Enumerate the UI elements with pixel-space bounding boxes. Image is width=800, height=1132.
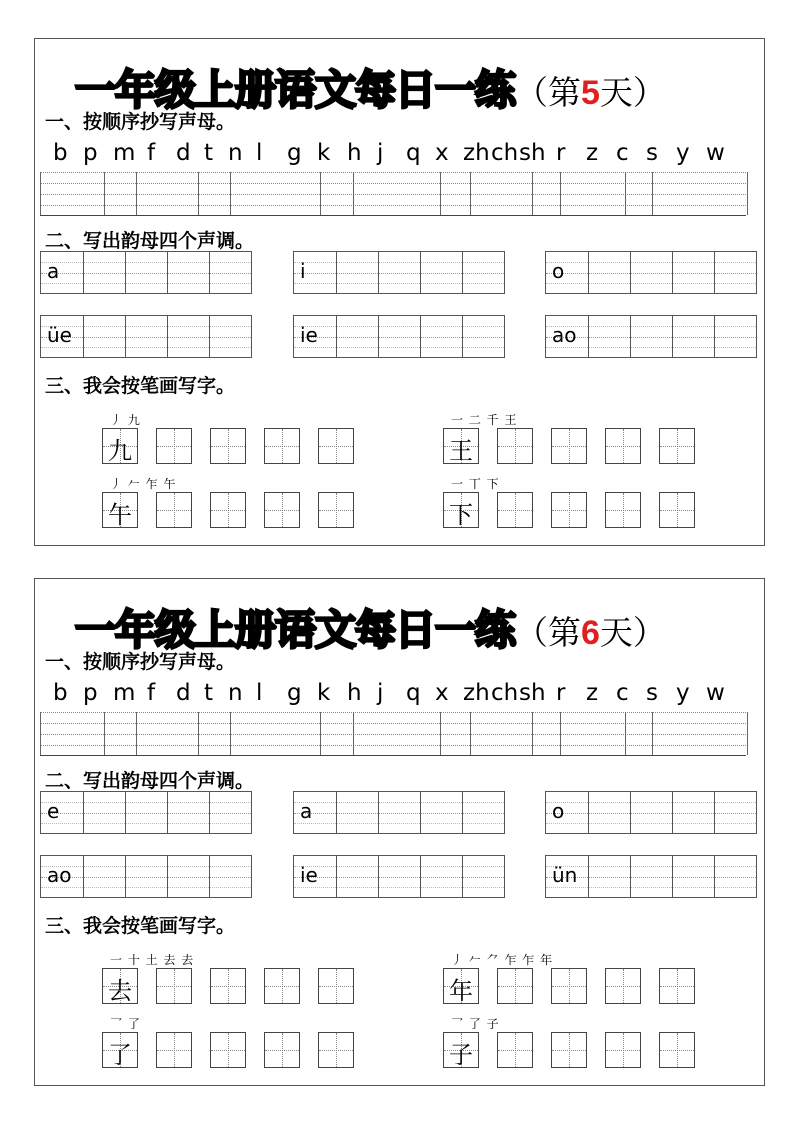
day-number: 6: [581, 614, 600, 652]
character-practice-box[interactable]: [659, 428, 695, 464]
initial-letter: h: [347, 140, 362, 166]
character-practice-box[interactable]: [264, 968, 300, 1004]
initials-row: [53, 680, 758, 708]
grid-divider: [625, 172, 626, 215]
character-practice-box[interactable]: [264, 1032, 300, 1068]
character-practice-box[interactable]: [659, 492, 695, 528]
initial-letter: sh: [519, 140, 546, 166]
grid-divider: [440, 172, 441, 215]
initial-letter: z: [586, 680, 599, 706]
model-character: 年: [449, 977, 473, 1005]
vowel-tone-box[interactable]: [293, 855, 505, 898]
character-model-box: [443, 1032, 479, 1068]
character-practice-box[interactable]: [605, 1032, 641, 1068]
character-practice-box[interactable]: [264, 492, 300, 528]
section-2-heading: 二、写出韵母四个声调。: [45, 770, 255, 792]
grid-divider: [652, 712, 653, 755]
character-practice-box[interactable]: [497, 428, 533, 464]
day-number: 5: [581, 74, 600, 112]
character-practice-box[interactable]: [318, 968, 354, 1004]
initial-letter: sh: [519, 680, 546, 706]
grid-divider: [320, 712, 321, 755]
vowel-tone-box[interactable]: [40, 855, 252, 898]
initial-letter: d: [176, 140, 191, 166]
character-model-box: [102, 1032, 138, 1068]
character-model-box: [102, 428, 138, 464]
character-practice-box[interactable]: [156, 968, 192, 1004]
vowel-tone-box[interactable]: [545, 791, 757, 834]
model-character: 子: [449, 1041, 473, 1069]
character-practice-box[interactable]: [318, 428, 354, 464]
character-practice-box[interactable]: [210, 428, 246, 464]
character-model-box: [443, 968, 479, 1004]
grid-divider: [136, 712, 137, 755]
vowel-tone-box[interactable]: [293, 251, 505, 294]
section-1-heading: 一、按顺序抄写声母。: [45, 651, 236, 673]
character-practice-box[interactable]: [551, 428, 587, 464]
initial-letter: l: [256, 140, 263, 166]
character-model-box: [102, 492, 138, 528]
character-practice-box[interactable]: [264, 428, 300, 464]
grid-divider: [136, 172, 137, 215]
grid-divider: [104, 712, 105, 755]
initials-row: [53, 140, 758, 168]
vowel-label: i: [300, 259, 306, 283]
initial-letter: t: [204, 680, 214, 706]
grid-divider: [353, 712, 354, 755]
stroke-order: 丿 九: [110, 413, 141, 427]
initial-letter: m: [113, 140, 136, 166]
initial-letter: f: [147, 140, 156, 166]
character-practice-box[interactable]: [551, 968, 587, 1004]
guide-line: [40, 194, 746, 195]
grid-divider: [40, 172, 41, 215]
initial-letter: g: [287, 140, 302, 166]
grid-divider: [104, 172, 105, 215]
character-practice-box[interactable]: [605, 968, 641, 1004]
grid-divider: [353, 172, 354, 215]
grid-divider: [747, 172, 748, 215]
initial-letter: s: [646, 140, 658, 166]
initial-letter: ch: [491, 680, 519, 706]
guide-line: [40, 723, 746, 724]
model-character: 了: [108, 1041, 132, 1069]
character-practice-box[interactable]: [156, 492, 192, 528]
character-practice-box[interactable]: [156, 1032, 192, 1068]
model-character: 下: [449, 501, 473, 529]
initial-letter: y: [676, 140, 690, 166]
guide-line: [40, 183, 746, 184]
vowel-label: a: [300, 799, 313, 823]
vowel-label: a: [47, 259, 60, 283]
grid-divider: [652, 172, 653, 215]
grid-divider: [230, 712, 231, 755]
initial-letter: l: [256, 680, 263, 706]
initial-letter: b: [53, 140, 68, 166]
vowel-tone-box[interactable]: [293, 315, 505, 358]
initial-letter: c: [616, 680, 629, 706]
stroke-order: 乛 了: [110, 1017, 141, 1031]
initial-letter: f: [147, 680, 156, 706]
section-2-heading: 二、写出韵母四个声调。: [45, 230, 255, 252]
grid-divider: [625, 712, 626, 755]
vowel-label: ie: [300, 323, 318, 347]
guide-line: [40, 734, 746, 735]
vowel-label: ao: [47, 863, 72, 887]
initial-letter: j: [377, 680, 384, 706]
initial-letter: ch: [491, 140, 519, 166]
vowel-label: ao: [552, 323, 577, 347]
stroke-order: 一 二 千 王: [451, 413, 518, 427]
grid-divider: [560, 172, 561, 215]
initial-letter: x: [435, 680, 449, 706]
character-practice-box[interactable]: [659, 968, 695, 1004]
character-practice-box[interactable]: [318, 1032, 354, 1068]
stroke-order: 丿 𠂉 ⺈ 乍 乍 年: [451, 953, 554, 967]
grid-divider: [230, 172, 231, 215]
grid-divider: [198, 712, 199, 755]
character-model-box: [443, 492, 479, 528]
model-character: 王: [449, 437, 473, 465]
initial-letter: x: [435, 140, 449, 166]
initial-letter: p: [83, 140, 98, 166]
grid-divider: [470, 712, 471, 755]
initial-letter: m: [113, 680, 136, 706]
worksheet-title: [75, 57, 666, 114]
initial-letter: r: [556, 140, 566, 166]
initial-letter: zh: [463, 140, 490, 166]
initial-letter: s: [646, 680, 658, 706]
initial-letter: t: [204, 140, 214, 166]
grid-divider: [747, 712, 748, 755]
grid-divider: [198, 172, 199, 215]
guide-line: [40, 205, 746, 206]
model-character: 去: [108, 977, 132, 1005]
guide-line: [40, 172, 746, 173]
vowel-label: e: [47, 799, 60, 823]
vowel-label: ie: [300, 863, 318, 887]
initial-letter: r: [556, 680, 566, 706]
character-model-box: [443, 428, 479, 464]
grid-divider: [560, 712, 561, 755]
day-label: （第6天）: [515, 613, 666, 652]
vowel-tone-box[interactable]: [40, 791, 252, 834]
character-practice-box[interactable]: [210, 1032, 246, 1068]
vowel-tone-box[interactable]: [293, 791, 505, 834]
character-practice-box[interactable]: [210, 968, 246, 1004]
character-practice-box[interactable]: [659, 1032, 695, 1068]
stroke-order: 一 丅 下: [451, 477, 500, 491]
guide-line: [40, 745, 746, 746]
section-3-heading: 三、我会按笔画写字。: [45, 375, 236, 397]
initial-letter: y: [676, 680, 690, 706]
initials-writing-grid: [40, 712, 746, 756]
character-practice-box[interactable]: [497, 492, 533, 528]
vowel-tone-box[interactable]: [545, 315, 757, 358]
initial-letter: zh: [463, 680, 490, 706]
title-main: 一年级上册语文每日一练: [75, 606, 515, 654]
grid-divider: [320, 172, 321, 215]
stroke-order: 一 十 土 去 去: [110, 953, 195, 967]
initial-letter: c: [616, 140, 629, 166]
grid-divider: [532, 712, 533, 755]
grid-divider: [40, 712, 41, 755]
initial-letter: w: [706, 680, 725, 706]
initial-letter: n: [228, 680, 243, 706]
model-character: 九: [108, 437, 132, 465]
guide-line: [40, 712, 746, 713]
vowel-tone-box[interactable]: [40, 251, 252, 294]
character-practice-box[interactable]: [318, 492, 354, 528]
initial-letter: b: [53, 680, 68, 706]
character-model-box: [102, 968, 138, 1004]
character-practice-box[interactable]: [605, 492, 641, 528]
worksheet-day-5: [34, 38, 765, 546]
day-label: （第5天）: [515, 73, 666, 112]
section-3-heading: 三、我会按笔画写字。: [45, 915, 236, 937]
initial-letter: g: [287, 680, 302, 706]
stroke-order: 丿 𠂉 乍 午: [110, 477, 177, 491]
initial-letter: p: [83, 680, 98, 706]
title-main: 一年级上册语文每日一练: [75, 66, 515, 114]
initial-letter: k: [317, 680, 331, 706]
model-character: 午: [108, 501, 132, 529]
vowel-tone-box[interactable]: [545, 855, 757, 898]
initial-letter: k: [317, 140, 331, 166]
initial-letter: q: [406, 140, 421, 166]
character-practice-box[interactable]: [156, 428, 192, 464]
worksheet-day-6: [34, 578, 765, 1086]
initial-letter: d: [176, 680, 191, 706]
vowel-label: o: [552, 799, 565, 823]
vowel-tone-box[interactable]: [40, 315, 252, 358]
grid-divider: [532, 172, 533, 215]
character-practice-box[interactable]: [497, 968, 533, 1004]
section-1-heading: 一、按顺序抄写声母。: [45, 111, 236, 133]
character-practice-box[interactable]: [551, 1032, 587, 1068]
initial-letter: z: [586, 140, 599, 166]
initial-letter: w: [706, 140, 725, 166]
character-practice-box[interactable]: [210, 492, 246, 528]
grid-divider: [470, 172, 471, 215]
character-practice-box[interactable]: [605, 428, 641, 464]
stroke-order: 乛 了 子: [451, 1017, 500, 1031]
vowel-label: üe: [47, 323, 72, 347]
grid-divider: [440, 712, 441, 755]
character-practice-box[interactable]: [551, 492, 587, 528]
vowel-label: ün: [552, 863, 578, 887]
initials-writing-grid: [40, 172, 746, 216]
vowel-tone-box[interactable]: [545, 251, 757, 294]
initial-letter: q: [406, 680, 421, 706]
character-practice-box[interactable]: [497, 1032, 533, 1068]
initial-letter: j: [377, 140, 384, 166]
vowel-label: o: [552, 259, 565, 283]
initial-letter: n: [228, 140, 243, 166]
initial-letter: h: [347, 680, 362, 706]
worksheet-title: [75, 597, 666, 654]
